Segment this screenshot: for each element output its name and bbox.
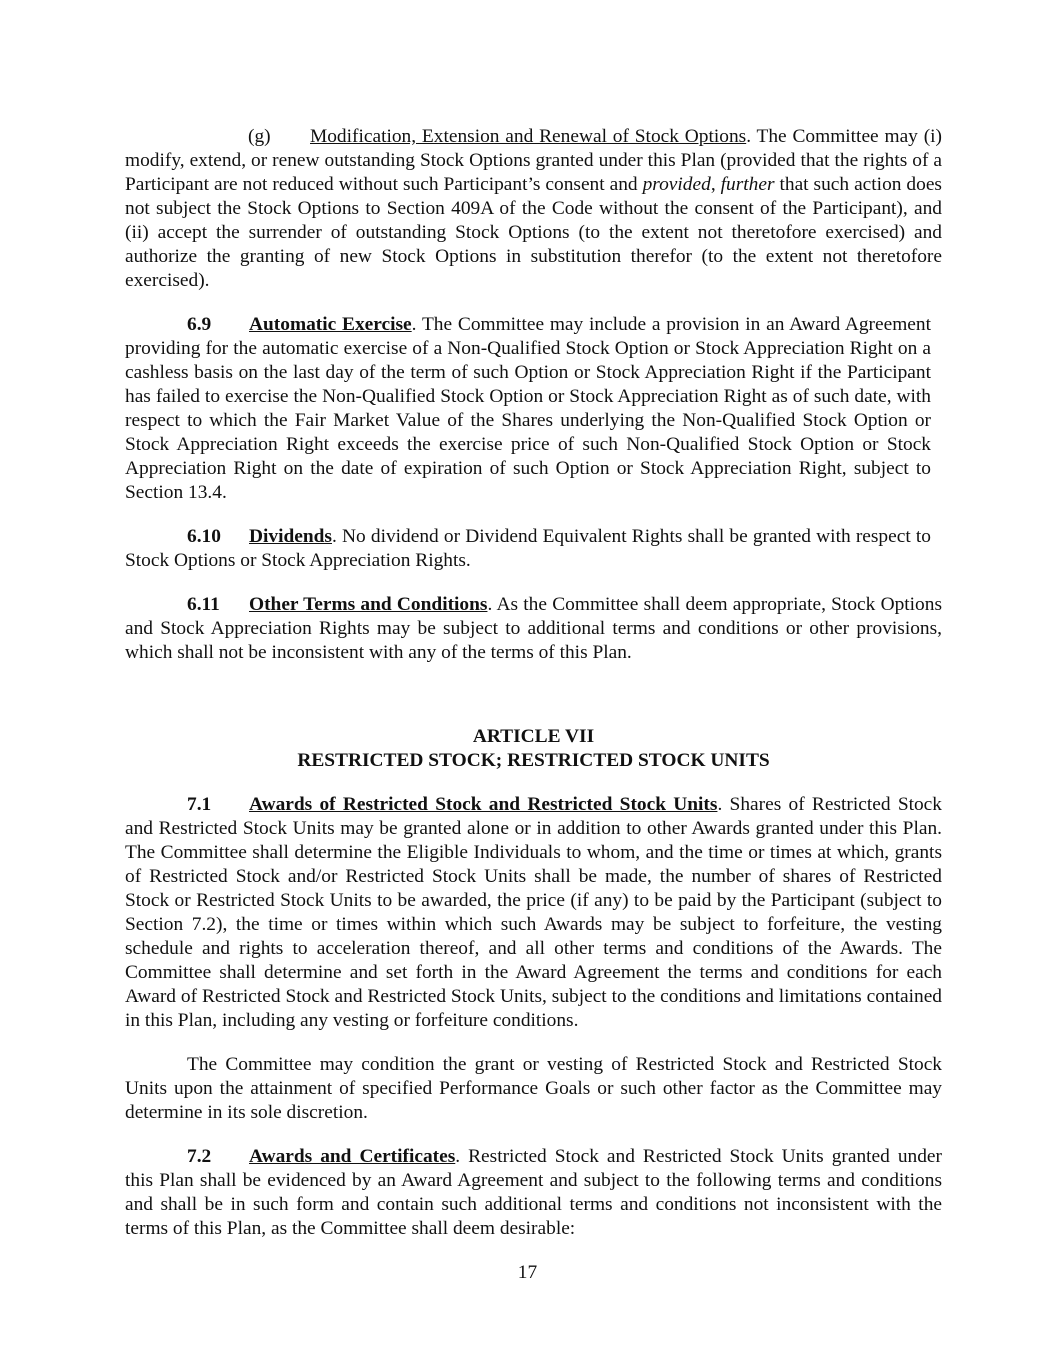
section-title: Awards of Restricted Stock and Restricted Stock Units xyxy=(249,794,718,815)
section-title: Awards and Certificates xyxy=(249,1146,456,1167)
item-text: . The Committee may (i) modify, extend, or renew outstanding Stock Options granted under this Plan (provided that the rights of a Participant are not reduced without such Participant’s consent and xyxy=(125,126,943,195)
document-page xyxy=(125,125,942,1261)
section-number: 6.9 xyxy=(187,314,212,335)
section-6-10 xyxy=(125,525,931,573)
italic-term: further xyxy=(720,174,775,195)
section-text: . No dividend or Dividend Equivalent Rights shall be granted with respect to Stock Options or Stock Appreciation Rights. xyxy=(125,526,931,571)
item-title: Modification, Extension and Renewal of Stock Options xyxy=(310,126,747,147)
section-title: Other Terms and Conditions xyxy=(249,594,488,615)
page-number: 17 xyxy=(517,1262,538,1283)
section-title: Automatic Exercise xyxy=(249,314,412,335)
section-7-1 xyxy=(125,793,942,1033)
italic-term: provided xyxy=(642,174,711,195)
section-number: 6.11 xyxy=(187,594,220,615)
section-6-11 xyxy=(125,593,942,665)
paragraph-6-8-g: (g) Modification, Extension and Renewal of Stock Options. The Committee may (i) modify, extend, or renew outstanding Stock Options granted under this Plan (provided that the rights of a Participant are not reduced without such Participant’s consent and provided, further that such action does not subject the Stock Options to Section 409A of the Code without the consent of the Participant), and (ii) accept the surrender of outstanding Stock Options (to the extent not theretofore exercised) and authorize the granting of new Stock Options in substitution therefor (to the extent not theretofore exercised). xyxy=(125,126,943,291)
section-number: 6.10 xyxy=(187,526,221,547)
article-number: ARTICLE VII xyxy=(472,726,595,747)
section-text: . Restricted Stock and Restricted Stock Units granted under this Plan shall be evidenced by an Award Agreement and subject to the following terms and conditions and shall be in such form and contain such additional terms and conditions not inconsistent with the terms of this Plan, as the Committee shall deem desirable: xyxy=(125,1146,942,1239)
item-label: (g) xyxy=(248,126,271,147)
section-7-2 xyxy=(125,1145,942,1241)
section-number: 7.1 xyxy=(187,794,212,815)
section-text: . Shares of Restricted Stock and Restricted Stock Units may be granted alone or in addition to other Awards granted under this Plan. The Committee shall determine the Eligible Individuals to whom, and the time or times at which, grants of Restricted Stock and/or Restricted Stock Units shall be made, the number of shares of Restricted Stock or Restricted Stock Units to be awarded, the price (if any) to be paid by the Participant (subject to Section 7.2), the time or times within which such Awards may be subject to forfeiture, the vesting schedule and rights to acceleration thereof, and all other terms and conditions of the Awards. The Committee shall determine and set forth in the Award Agreement the terms and conditions for each Award of Restricted Stock and Restricted Stock Units, subject to the conditions and limitations contained in this Plan, including any vesting or forfeiture conditions. xyxy=(125,794,942,1031)
section-text: . As the Committee shall deem appropriate, Stock Options and Stock Appreciation Rights may be subject to additional terms and conditions or other provisions, which shall not be inconsistent with any of the terms of this Plan. xyxy=(125,594,942,663)
article-heading xyxy=(125,725,942,773)
article-title: RESTRICTED STOCK; RESTRICTED STOCK UNITS xyxy=(297,750,770,771)
section-7-1-followup: The Committee may condition the grant or vesting of Restricted Stock and Restricted Stock Units upon the attainment of specified Performance Goals or such other factor as the Committee may determine in its sole discretion. xyxy=(125,1054,942,1123)
section-text: . The Committee may include a provision in an Award Agreement providing for the automatic exercise of a Non-Qualified Stock Option or Stock Appreciation Right on a cashless basis on the last day of the term of such Option or Stock Appreciation Right if the Participant has failed to exercise the Non-Qualified Stock Option or Stock Appreciation Right as of such date, with respect to which the Fair Market Value of the Shares underlying the Non-Qualified Stock Option or Stock Appreciation Right exceeds the exercise price of such Non-Qualified Stock Option or Stock Appreciation Right on the date of expiration of such Option or Stock Appreciation Right, subject to Section 13.4. xyxy=(125,314,931,503)
section-number: 7.2 xyxy=(187,1146,212,1167)
section-6-9 xyxy=(125,313,931,505)
section-title: Dividends xyxy=(249,526,332,547)
